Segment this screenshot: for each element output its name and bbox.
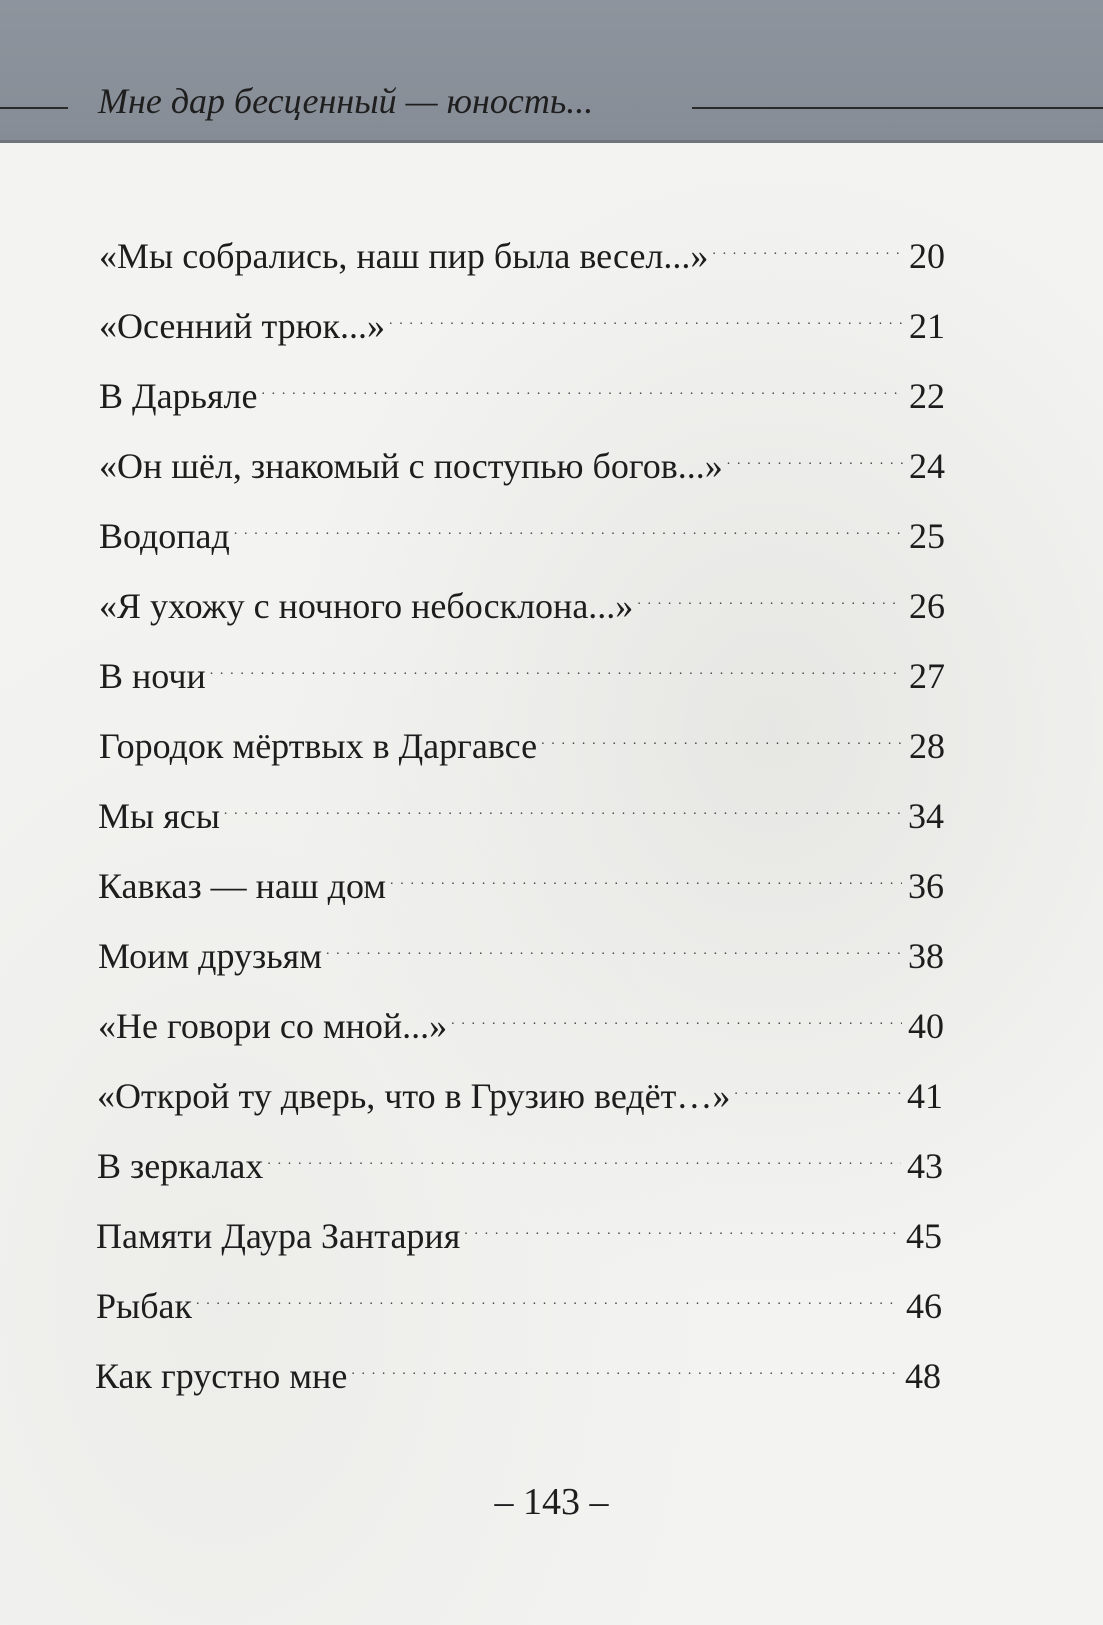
toc-entry-title: «Мы собрались, наш пир была весел...» [99,236,709,276]
toc-entry-page: 28 [909,726,945,766]
toc-entry-page: 21 [909,306,945,346]
toc-entry-page: 27 [909,656,945,696]
toc-entry-title: «Я ухожу с ночного небосклона...» [99,586,634,626]
header-rule-right [692,107,1103,109]
toc-entry-page: 41 [907,1076,943,1116]
toc-entry-page: 34 [908,796,944,836]
toc-dot-leader [390,862,902,898]
toc-entry [98,861,944,911]
toc-entry-title: Как грустно мне [95,1356,348,1396]
toc-entry-page: 36 [908,866,944,906]
toc-entry [98,1001,944,1051]
toc-entry-title: «Открой ту дверь, что в Грузию ведёт…» [97,1076,731,1116]
toc-dot-leader [541,722,903,758]
toc-dot-leader [210,652,903,688]
toc-entry [99,721,945,771]
toc-entry [99,511,945,561]
header-bottom-rule [0,140,1103,143]
toc-entry-page: 43 [907,1146,943,1186]
running-title: Мне дар бесценный — юность... [98,81,594,121]
toc-dot-leader [389,302,903,338]
toc-entry-title: Кавказ — наш дом [98,866,387,906]
toc-entry-page: 38 [908,936,944,976]
toc-entry-page: 25 [909,516,945,556]
toc-entry-page: 22 [909,376,945,416]
toc-dot-leader [261,372,903,408]
toc-entry-title: «Не говори со мной...» [98,1006,448,1046]
toc-entry-title: В Дарьяле [99,376,258,416]
toc-dot-leader [326,932,902,968]
toc-dot-leader [734,1072,901,1108]
toc-entry-page: 20 [909,236,945,276]
toc-entry-title: Мы ясы [98,796,220,836]
toc-entry-page: 48 [905,1356,941,1396]
toc-entry [99,371,945,421]
toc-dot-leader [451,1002,902,1038]
toc-entry-title: Рыбак [96,1286,192,1326]
toc-entry-title: Городок мёртвых в Даргавсе [99,726,538,766]
toc-entry-page: 26 [909,586,945,626]
toc-entry [96,1281,942,1331]
page-number: – 143 – [494,1481,609,1523]
toc-entry [98,791,944,841]
toc-dot-leader [267,1142,901,1178]
toc-dot-leader [727,442,903,478]
toc-entry [97,1071,943,1121]
header-rule-left [0,107,68,109]
toc-dot-leader [234,512,903,548]
toc-entry-page: 46 [906,1286,942,1326]
toc-entry-title: Памяти Даура Зантария [96,1216,461,1256]
toc-entry [97,1141,943,1191]
toc-entry-page: 24 [909,446,945,486]
toc-entry [95,1351,941,1401]
toc-entry-title: В зеркалах [97,1146,264,1186]
toc-entry [99,441,945,491]
toc-entry [99,231,945,281]
toc-entry [98,931,944,981]
toc-entry [96,1211,942,1261]
toc-entry [99,301,945,351]
toc-entry-title: Моим друзьям [98,936,322,976]
toc-dot-leader [712,232,903,268]
toc-entry [99,581,945,631]
toc-entry-page: 45 [906,1216,942,1256]
toc-dot-leader [464,1212,900,1248]
toc-entry-title: Водопад [99,516,230,556]
toc-entry-title: «Он шёл, знакомый с поступью богов...» [99,446,723,486]
toc-dot-leader [224,792,902,828]
toc-entry-title: «Осенний трюк...» [99,306,386,346]
toc-dot-leader [351,1352,899,1388]
toc-entry [99,651,945,701]
toc-dot-leader [637,582,903,618]
toc-dot-leader [196,1282,900,1318]
toc-entry-page: 40 [908,1006,944,1046]
toc-entry-title: В ночи [99,656,206,696]
